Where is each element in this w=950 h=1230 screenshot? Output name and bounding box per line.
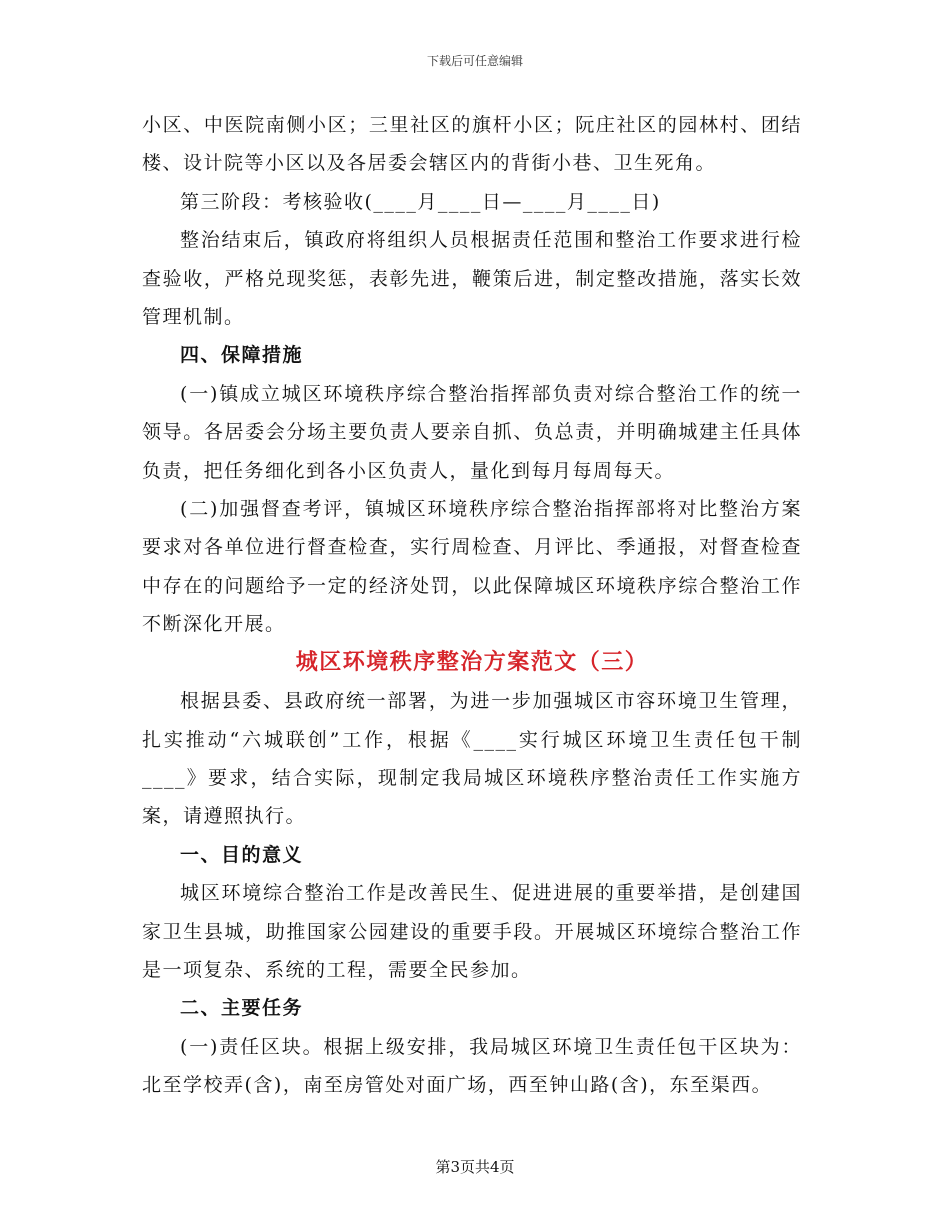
page-header: 下载后可任意编辑 xyxy=(426,54,523,68)
paragraph: 第三阶段：考核验收(____月____日—____月____日) xyxy=(180,190,661,213)
paragraph: 城区环境综合整治工作是改善民生、促进进展的重要举措，是创建国家卫生县城，助推国家公园建设的重要手段。开展城区环境综合整治工作是一项复杂、系统的工程，需要全民参加。 xyxy=(142,882,802,981)
section-heading: 四、保障措施 xyxy=(180,344,304,367)
document-body xyxy=(142,106,802,1105)
paragraph: (一)镇成立城区环境秩序综合整治指挥部负责对综合整治工作的统一领导。各居委会分场主要负责人要亲自抓、负总责，并明确城建主任具体负责，把任务细化到各小区负责人，量化到每月每周每天。 xyxy=(142,382,802,482)
section-heading: 二、主要任务 xyxy=(180,997,304,1020)
paragraph: 整治结束后，镇政府将组织人员根据责任范围和整治工作要求进行检查验收，严格兑现奖惩，表彰先进，鞭策后进，制定整改措施，落实长效管理机制。 xyxy=(142,229,802,329)
paragraph: (一)责任区块。根据上级安排，我局城区环境卫生责任包干区块为：北至学校弄(含)，南至房管处对面广场，西至钟山路(含)，东至渠西。 xyxy=(142,1035,802,1097)
page-footer: 第3页共4页 xyxy=(435,1158,515,1176)
paragraph: 小区、中医院南侧小区；三里社区的旗杆小区；阮庄社区的园林村、团结楼、设计院等小区以及各居委会辖区内的背街小巷、卫生死角。 xyxy=(142,114,802,175)
paragraph: (二)加强督查考评，镇城区环境秩序综合整治指挥部将对比整治方案要求对各单位进行督查检查，实行周检查、月评比、季通报，对督查检查中存在的问题给予一定的经济处罚，以此保障城区环境秩序综合整治工作不断深化开展。 xyxy=(142,498,802,636)
document-title: 城区环境秩序整治方案范文（三） xyxy=(295,649,649,675)
paragraph: 根据县委、县政府统一部署，为进一步加强城区市容环境卫生管理，扎实推动“六城联创”工作，根据《____实行城区环境卫生责任包干制____》要求，结合实际，现制定我局城区环境秩序整治责任工作实施方案，请遵照执行。 xyxy=(142,690,802,828)
section-heading: 一、目的意义 xyxy=(180,843,304,866)
